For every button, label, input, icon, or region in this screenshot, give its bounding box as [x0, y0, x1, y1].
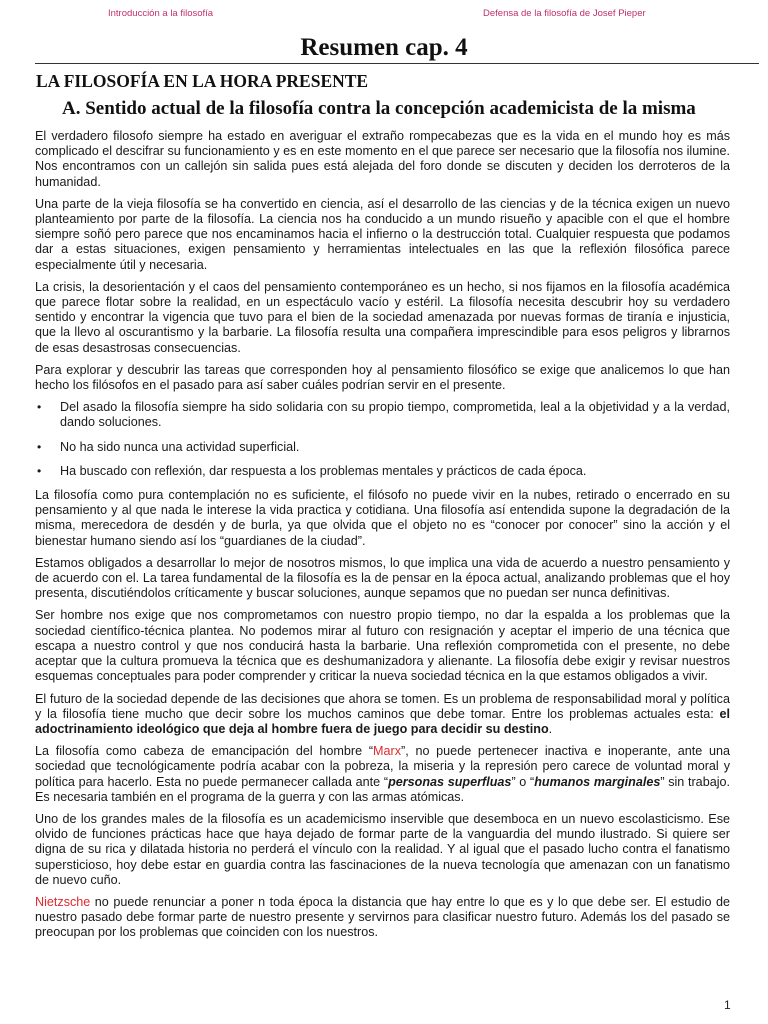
paragraph-11 [35, 895, 730, 941]
paragraph-7: Ser hombre nos exige que nos comprometamos con nuestro propio tiempo, no dar la espalda a los problemas que la sociedad científico-técnica plantea. No podemos mirar al futuro con resignación y aceptar el imperio de una técnica que escapa a nuestro control y que nos conducirá hasta la barbarie. Una reflexión comprometida con el presente, no debe aceptar que la cultura promueva la técnica que es deshumanizadora y alienante. La filosofía debe exigir y revisar nuestros esquemas conceptuales para poder comprender y criticar la nueva sociedad técnica en la que estamos obligados a vivir. [35, 608, 730, 684]
header-book-title: Defensa de la filosofía de Josef Pieper [483, 8, 646, 19]
bullet-item: • Del asado la filosofía siempre ha sido solidaria con su propio tiempo, comprometida, leal a la objetividad y a la verdad, dando soluciones. [35, 400, 730, 430]
paragraph-9-text-d: ” sin trabajo. Es necesaria también en el programa de la guerra y con las armas atómicas. [35, 774, 730, 804]
bullet-list [35, 400, 730, 479]
personas-superfluas-emphasis: personas superfluas [388, 774, 512, 789]
page-title: Resumen cap. 4 [300, 34, 468, 61]
paragraph-6: Estamos obligados a desarrollar lo mejor de nosotros mismos, lo que implica una vida de acuerdo a nuestro pensamiento y de acuerdo con el. La tarea fundamental de la filosofía es la de pensar en la época actual, analizando problemas que el hoy presenta, discutiéndolos críticamente y buscar soluciones, aunque sepamos que no puedan ser nunca definitivas. [35, 555, 730, 601]
bullet-item: • Ha buscado con reflexión, dar respuesta a los problemas mentales y prácticos de cada época. [35, 464, 730, 479]
paragraph-9 [35, 744, 730, 805]
page-number: 1 [724, 998, 731, 1012]
page-header [0, 6, 768, 24]
paragraph-8 [35, 692, 730, 738]
document-body [35, 129, 730, 948]
paragraph-4: Para explorar y descubrir las tareas que corresponden hoy al pensamiento filosófico se exige que analicemos lo que han hecho los filósofos en el pasado para así saber cuáles podrían servir en el presente. [35, 362, 730, 393]
paragraph-2: Una parte de la vieja filosofía se ha convertido en ciencia, así el desarrollo de las ciencias y de la técnica exigen un nuevo planteamiento por parte de la filosofía. La ciencia nos ha conducido a un mundo risueño y apacible con el que el hombre siempre soñó pero parece que nos encaminamos hacia el infierno o la destrucción total. Cualquier respuesta que podamos dar a estas situaciones, exigen pensamiento y herramientas intelectuales en las que la reflexión filosófica parece especialmente útil y necesaria. [35, 196, 730, 272]
nietzsche-highlight: Nietzsche [35, 894, 91, 909]
paragraph-8-emphasis: el adoctrinamiento ideológico que deja al hombre fuera de juego para decidir su destino [35, 706, 730, 736]
paragraph-10: Uno de los grandes males de la filosofía es un academicismo inservible que desemboca en un nuevo escolasticismo. Ese olvido de funciones prácticas hace que haya dejado de formar parte de la vanguardia del mundo ilustrado. Si quiere ser digna de su rica y dilatada historia no perderá el vínculo con la realidad. Y al igual que el pasado lucho contra el fanatismo supersticioso, hoy debe estar en guardia contra las fascinaciones de la nueva tecnología que amenazan con un fanatismo de nuevo cuño. [35, 811, 730, 887]
paragraph-5: La filosofía como pura contemplación no es suficiente, el filósofo no puede vivir en la nubes, retirado o encerrado en su pensamiento y al que nada le interese la vida practica y cotidiana. Una filosofía así entendida supone la degradación de la misma, merecedora de desdén y de burla, ya que olvida que el objeto no es “conocer por conocer” sino la acción y el bienestar humano siendo así los “guardianes de la ciudad”. [35, 488, 730, 548]
subsection-heading: A. Sentido actual de la filosofía contra la concepción academicista de la misma [62, 98, 696, 119]
title-divider [35, 63, 759, 64]
paragraph-3: La crisis, la desorientación y el caos del pensamiento contemporáneo es un hecho, si nos fijamos en la filosofía académica que parece flotar sobre la realidad, en un espectáculo vacío y estéril. La filosofía necesita descubrir hoy su verdadero sentido y encontrar la vigencia que tuvo para el bien de la sociedad amenazada por nuevas formas de tiranía e injusticia, que la llevo al oscurantismo y la barbarie. La filosofía resulta una compañera imprescindible para esos peligros y librarnos de esas desastrosas consecuencias. [35, 279, 730, 355]
paragraph-1: El verdadero filosofo siempre ha estado en averiguar el extraño rompecabezas que es la vida en el mundo hoy es más complicado el descifrar su funcionamiento y es en este momento en el que parece ser necesario que la filosofía nos ilumine. Nos encontramos con un callejón sin salida pues está alejada del foro donde se discuten y deciden los derroteros de la humanidad. [35, 129, 730, 189]
marx-highlight: Marx [373, 744, 402, 759]
humanos-marginales-emphasis: humanos marginales [534, 774, 661, 789]
bullet-item: • No ha sido nunca una actividad superficial. [35, 440, 730, 455]
paragraph-8-text: El futuro de la sociedad depende de las decisiones que ahora se tomen. Es un problema de responsabilidad moral y política y la filosofía tiene mucho que decir sobre los muchos caminos que debe tomar. Entre los problemas actuales esta: [35, 691, 730, 721]
paragraph-9-text-b: ”, no puede pertenecer inactiva e inoperante, ante una sociedad que tecnológicamente podría acabar con la pobreza, la miseria y la represión pero carece de voluntad moral y política para hacerlo. Esta no puede permanecer callada ante “ [35, 744, 730, 789]
paragraph-11-text: no puede renunciar a poner n toda época la distancia que hay entre lo que es y lo que debe ser. El estudio de nuestro pasado debe formar parte de nuestro presente y servirnos para clasificar nuestro futuro. Además los del pasado se preocupan por los problemas que coinciden con los nuestros. [35, 894, 730, 940]
paragraph-8-end: . [548, 721, 553, 736]
section-heading: LA FILOSOFÍA EN LA HORA PRESENTE [36, 71, 369, 91]
paragraph-9-text-c: ” o “ [511, 774, 535, 789]
header-course-title: Introducción a la filosofía [108, 8, 214, 19]
paragraph-9-text-a: La filosofía como cabeza de emancipación del hombre “ [35, 744, 374, 759]
